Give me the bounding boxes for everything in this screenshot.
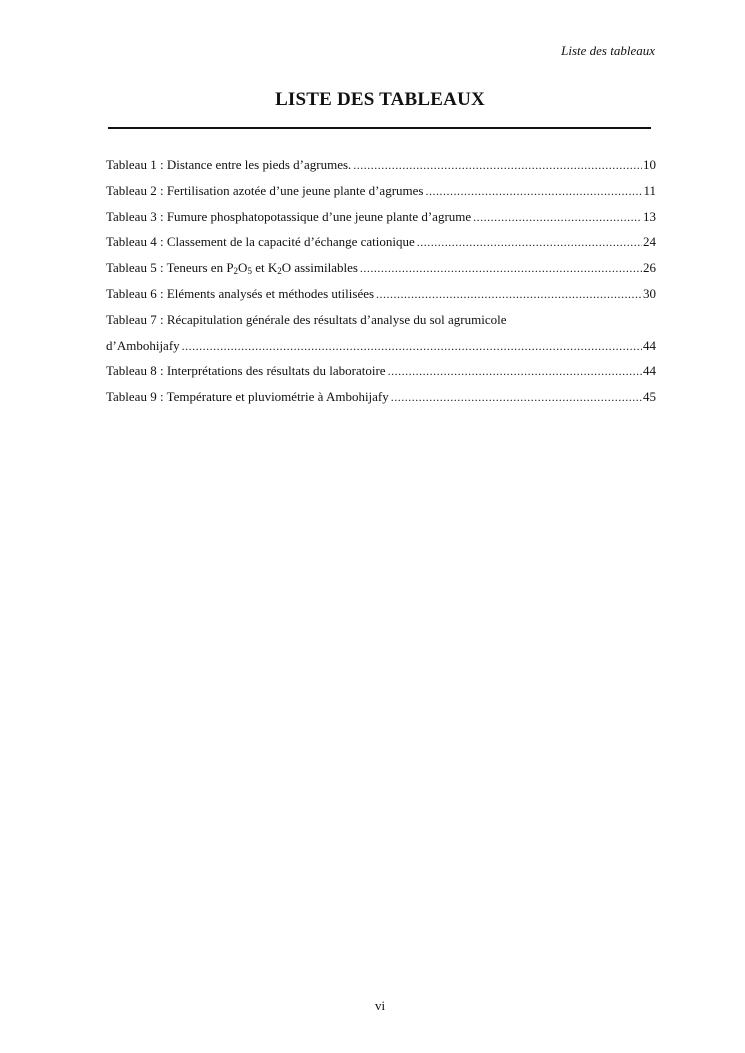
toc-entry-text: Tableau 2 : Fertilisation azotée d’une jeune plante d’agrumes — [106, 182, 424, 198]
toc-entry-text: Tableau 9 : Température et pluviométrie à Ambohijafy — [106, 389, 389, 405]
title-rule — [108, 127, 651, 129]
toc-page-number: 30 — [643, 285, 656, 301]
toc-entry-tableau-6[interactable] — [106, 281, 656, 307]
toc-entry-tableau-2[interactable] — [106, 178, 656, 204]
dot-leader — [391, 385, 642, 411]
toc-entry-text: d’Ambohijafy — [106, 337, 180, 353]
toc-entry-text: Tableau 3 : Fumure phosphatopotassique d’une jeune plante d’agrume — [106, 208, 472, 224]
toc-entry-text — [106, 255, 358, 281]
subscript: 2 — [277, 266, 282, 277]
dot-leader — [417, 230, 642, 256]
toc-entry-tableau-5[interactable] — [106, 255, 656, 281]
subscript: 2 — [233, 266, 239, 277]
dot-leader — [376, 282, 642, 308]
toc-text-part: O assimilables — [281, 260, 358, 276]
table-list — [106, 152, 656, 410]
toc-page-number: 44 — [643, 363, 656, 379]
subscript: 5 — [247, 266, 252, 277]
toc-page-number: 45 — [643, 389, 656, 405]
toc-entry-text: Tableau 6 : Eléments analysés et méthodes utilisées — [106, 285, 375, 301]
dot-leader — [182, 334, 642, 360]
toc-page-number: 10 — [643, 157, 656, 172]
toc-entry-text: Tableau 4 : Classement de la capacité d’échange cationique — [106, 234, 415, 250]
toc-page-number: 13 — [643, 208, 656, 224]
toc-page-number: 26 — [643, 260, 656, 276]
toc-text-part: Tableau 5 : Teneurs en P — [106, 260, 234, 276]
running-header: Liste des tableaux — [561, 43, 655, 58]
toc-entry-tableau-3[interactable] — [106, 204, 656, 230]
toc-entry-text: Tableau 7 : Récapitulation générale des résultats d’analyse du sol agrumicole — [106, 311, 507, 327]
toc-page-number: 44 — [643, 337, 656, 353]
toc-page-number: 24 — [643, 234, 656, 250]
toc-entry-tableau-4[interactable] — [106, 229, 656, 255]
toc-text-part: O — [238, 260, 248, 276]
dot-leader — [425, 179, 642, 205]
dot-leader — [473, 205, 642, 231]
dot-leader — [388, 359, 642, 385]
toc-entry-tableau-1[interactable] — [106, 152, 656, 178]
page-number: vi — [374, 998, 386, 1013]
dot-leader — [360, 256, 642, 282]
toc-text-part: et K — [251, 260, 278, 276]
toc-entry-text: Tableau 1 : Distance entre les pieds d’agrumes. — [106, 157, 352, 172]
toc-entry-tableau-9[interactable] — [106, 384, 656, 410]
dot-leader — [353, 153, 642, 179]
toc-page-number: 11 — [643, 182, 656, 198]
page-title: LISTE DES TABLEAUX — [275, 89, 485, 110]
toc-entry-tableau-7-line-1[interactable] — [106, 307, 656, 333]
toc-entry-text: Tableau 8 : Interprétations des résultats du laboratoire — [106, 363, 386, 379]
toc-entry-tableau-7[interactable] — [106, 333, 656, 359]
toc-entry-tableau-8[interactable] — [106, 358, 656, 384]
